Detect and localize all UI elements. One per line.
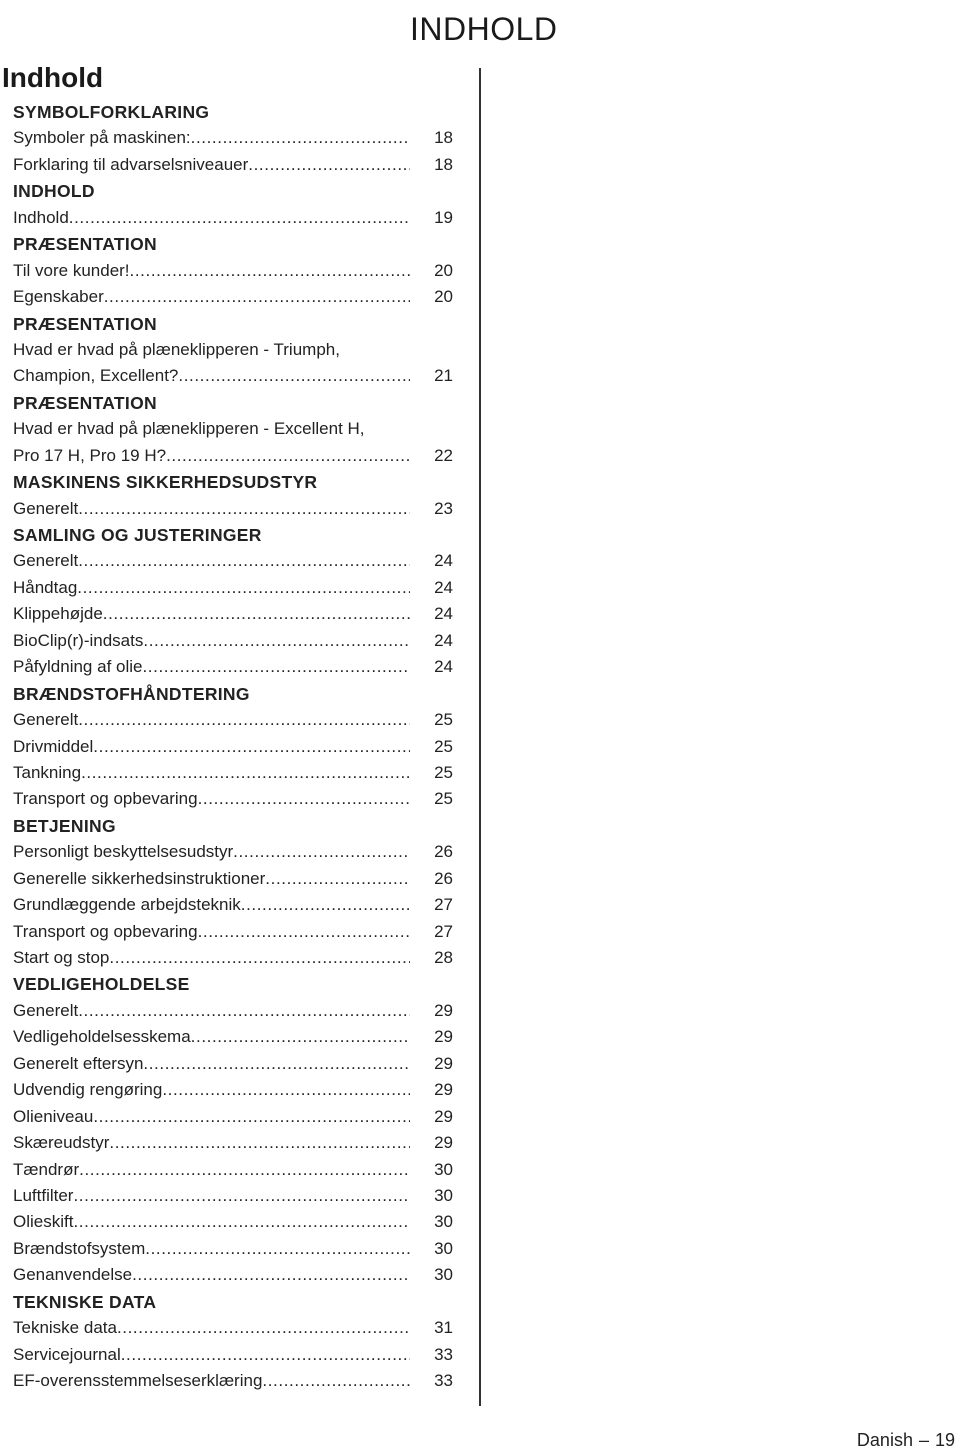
toc-entry[interactable] <box>13 1130 453 1156</box>
toc-entry[interactable] <box>13 628 453 654</box>
footer-language: Danish <box>856 1430 913 1450</box>
toc-entry-title: Generelt <box>13 1000 79 1020</box>
toc-entry[interactable] <box>13 1024 453 1050</box>
toc-entry-line[interactable]: Hvad er hvad på plæneklipperen - Triumph, <box>13 339 340 359</box>
toc-entry-title: Olieniveau <box>13 1106 94 1126</box>
toc-entry[interactable] <box>13 839 453 865</box>
toc-entry-title: Genanvendelse <box>13 1265 133 1285</box>
toc-entry-line[interactable]: Hvad er hvad på plæneklipperen - Excellent H, <box>13 419 365 439</box>
footer-separator: – <box>918 1430 929 1450</box>
toc-section-heading[interactable]: MASKINENS SIKKERHEDSUDSTYR <box>13 472 318 493</box>
toc-page-number: 24 <box>434 551 453 571</box>
dot-leader <box>241 892 410 918</box>
dot-leader <box>109 945 410 971</box>
toc-entry-title: Klippehøjde <box>13 604 103 624</box>
toc-entry[interactable] <box>13 1368 453 1394</box>
toc-page-number: 30 <box>434 1159 453 1179</box>
toc-entry[interactable] <box>13 1262 453 1288</box>
toc-heading: Indhold <box>2 62 104 93</box>
dot-leader <box>79 1157 410 1183</box>
toc-page-number: 18 <box>434 128 453 148</box>
toc-section-heading[interactable]: SAMLING OG JUSTERINGER <box>13 525 262 545</box>
toc-entry-title: Transport og opbevaring <box>13 789 198 809</box>
toc-section-heading[interactable]: VEDLIGEHOLDELSE <box>13 974 190 995</box>
toc-entry-title: Generelle sikkerhedsinstruktioner <box>13 868 266 888</box>
toc-page-number: 33 <box>434 1371 453 1390</box>
toc-entry-title: Generelt eftersyn <box>13 1053 144 1073</box>
toc-page-number: 20 <box>434 287 453 307</box>
toc-page-number: 27 <box>434 895 453 915</box>
toc-section-heading[interactable]: BRÆNDSTOFHÅNDTERING <box>13 683 250 704</box>
toc-entry[interactable] <box>13 1342 453 1368</box>
toc-entry-title: Personligt beskyttelsesudstyr <box>13 842 234 862</box>
toc-entry[interactable] <box>13 786 453 812</box>
toc-entry-title: Tekniske data <box>13 1318 117 1338</box>
toc-entry[interactable] <box>13 205 453 231</box>
dot-leader <box>143 628 410 654</box>
footer-page-number: 19 <box>934 1430 955 1450</box>
toc-page-number: 26 <box>434 868 453 888</box>
column-divider <box>479 68 481 1406</box>
toc-entry-title: Indhold <box>13 207 69 227</box>
dot-leader <box>93 734 410 760</box>
dot-leader <box>166 443 410 469</box>
toc-entry[interactable] <box>13 707 453 733</box>
toc-entry-title: Påfyldning af olie <box>13 657 143 677</box>
dot-leader <box>248 152 410 178</box>
toc-entry[interactable] <box>13 1209 453 1235</box>
page-footer <box>857 1427 955 1453</box>
toc-entry[interactable] <box>13 998 453 1024</box>
dot-leader <box>73 1209 410 1235</box>
toc-entry[interactable] <box>13 1077 453 1103</box>
toc-page-number: 29 <box>434 1053 453 1073</box>
dot-leader <box>69 205 410 231</box>
toc-page-number: 19 <box>434 207 453 227</box>
dot-leader <box>78 496 410 522</box>
toc-entry-title: Pro 17 H, Pro 19 H? <box>13 445 167 465</box>
toc-entry-title: Tankning <box>13 762 82 782</box>
dot-leader <box>191 1024 410 1050</box>
toc-entry[interactable] <box>13 919 453 945</box>
toc-section-heading[interactable]: PRÆSENTATION <box>13 313 157 334</box>
table-of-contents <box>13 99 453 1394</box>
toc-entry-title: Tændrør <box>13 1159 80 1179</box>
toc-entry-title: Brændstofsystem <box>13 1238 146 1258</box>
toc-page-number: 30 <box>434 1265 453 1285</box>
dot-leader <box>78 548 410 574</box>
dot-leader <box>109 1130 410 1156</box>
toc-entry[interactable] <box>13 125 453 151</box>
dot-leader <box>132 1262 410 1288</box>
toc-entry-title: Generelt <box>13 551 79 571</box>
toc-entry[interactable] <box>13 866 453 892</box>
toc-page-number: 29 <box>434 1000 453 1020</box>
page-header-title: INDHOLD <box>410 11 558 47</box>
toc-section-heading[interactable]: PRÆSENTATION <box>13 234 157 255</box>
toc-entry-title: Luftfilter <box>13 1185 74 1205</box>
toc-page-number: 24 <box>434 604 453 624</box>
toc-entry[interactable] <box>13 548 453 574</box>
toc-page-number: 20 <box>434 260 453 280</box>
toc-page-number: 30 <box>434 1185 453 1205</box>
dot-leader <box>143 1051 410 1077</box>
toc-page-number: 29 <box>434 1080 453 1100</box>
dot-leader <box>162 1077 410 1103</box>
toc-entry-title: Skæreudstyr <box>13 1133 110 1153</box>
toc-section-heading[interactable]: SYMBOLFORKLARING <box>13 102 210 122</box>
toc-page-number: 24 <box>434 630 453 650</box>
toc-entry[interactable] <box>13 892 453 918</box>
dot-leader <box>262 1368 410 1394</box>
toc-entry[interactable] <box>13 1157 453 1183</box>
toc-page-number: 22 <box>434 445 453 465</box>
toc-entry-title: Forklaring til advarselsniveauer <box>13 154 249 174</box>
toc-page-number: 18 <box>434 154 453 174</box>
dot-leader <box>178 363 410 389</box>
toc-page-number: 24 <box>434 657 453 677</box>
toc-entry[interactable] <box>13 654 453 680</box>
toc-entry[interactable] <box>13 1236 453 1262</box>
toc-page-number: 29 <box>434 1133 453 1153</box>
toc-page-number: 23 <box>434 498 453 518</box>
toc-entry-title: Drivmiddel <box>13 736 94 756</box>
toc-page-number: 21 <box>434 366 453 386</box>
dot-leader <box>104 284 410 310</box>
toc-entry[interactable] <box>13 443 453 469</box>
toc-entry-title: Udvendig rengøring <box>13 1080 163 1100</box>
dot-leader <box>78 707 410 733</box>
toc-entry[interactable] <box>13 1104 453 1130</box>
toc-section-heading[interactable]: TEKNISKE DATA <box>13 1291 157 1312</box>
toc-page-number: 25 <box>434 736 453 756</box>
toc-entry[interactable] <box>13 945 453 971</box>
toc-page-number: 25 <box>434 710 453 730</box>
toc-entry[interactable] <box>13 575 453 601</box>
dot-leader <box>93 1104 410 1130</box>
toc-page-number: 29 <box>434 1106 453 1126</box>
toc-page-number: 24 <box>434 577 453 597</box>
dot-leader <box>121 1342 410 1368</box>
toc-entry-title: Håndtag <box>13 577 78 597</box>
dot-leader <box>198 786 410 812</box>
toc-page-number: 31 <box>434 1318 453 1338</box>
dot-leader <box>198 919 410 945</box>
toc-entry[interactable] <box>13 284 453 310</box>
toc-entry[interactable] <box>13 363 453 389</box>
toc-entry[interactable] <box>13 1183 453 1209</box>
toc-entry-title: Egenskaber <box>13 287 104 307</box>
toc-section-heading[interactable]: INDHOLD <box>13 181 95 202</box>
toc-entry[interactable] <box>13 601 453 627</box>
toc-section-heading[interactable]: PRÆSENTATION <box>13 392 157 413</box>
toc-entry-title: Symboler på maskinen: <box>13 128 191 148</box>
toc-entry[interactable] <box>13 734 453 760</box>
dot-leader <box>233 839 410 865</box>
toc-entry[interactable] <box>13 152 453 178</box>
toc-section-heading[interactable]: BETJENING <box>13 815 116 836</box>
toc-entry-title: Olieskift <box>13 1212 74 1232</box>
toc-entry[interactable] <box>13 1051 453 1077</box>
toc-entry-title: Servicejournal <box>13 1344 121 1364</box>
toc-entry-title: Til vore kunder! <box>13 260 130 280</box>
toc-entry-title: Transport og opbevaring <box>13 921 198 941</box>
dot-leader <box>130 258 410 284</box>
toc-page-number: 29 <box>434 1027 453 1047</box>
dot-leader <box>265 866 410 892</box>
toc-entry[interactable] <box>13 496 453 522</box>
toc-entry-title: BioClip(r)-indsats <box>13 630 144 650</box>
dot-leader <box>78 998 410 1024</box>
dot-leader <box>77 575 410 601</box>
toc-entry-title: Grundlæggende arbejdsteknik <box>13 895 241 915</box>
toc-page-number: 27 <box>434 921 453 941</box>
dot-leader <box>145 1236 410 1262</box>
dot-leader <box>117 1315 410 1341</box>
toc-entry-title: Generelt <box>13 498 79 518</box>
toc-page-number: 33 <box>434 1344 453 1364</box>
toc-entry-title: Champion, Excellent? <box>13 366 179 386</box>
toc-entry[interactable] <box>13 258 453 284</box>
toc-page-number: 25 <box>434 789 453 809</box>
dot-leader <box>73 1183 410 1209</box>
toc-entry-title: EF-overensstemmelseserklæring <box>13 1371 263 1390</box>
toc-entry-title: Vedligeholdelsesskema <box>13 1027 191 1047</box>
dot-leader <box>142 654 410 680</box>
toc-page-number: 25 <box>434 762 453 782</box>
toc-entry[interactable] <box>13 760 453 786</box>
toc-page-number: 26 <box>434 842 453 862</box>
dot-leader <box>191 125 410 151</box>
toc-entry[interactable] <box>13 1315 453 1341</box>
toc-page-number: 30 <box>434 1212 453 1232</box>
dot-leader <box>81 760 410 786</box>
toc-entry-title: Generelt <box>13 710 79 730</box>
toc-page-number: 28 <box>434 948 453 967</box>
toc-entry-title: Start og stop <box>13 948 110 967</box>
toc-page-number: 30 <box>434 1238 453 1258</box>
dot-leader <box>103 601 410 627</box>
